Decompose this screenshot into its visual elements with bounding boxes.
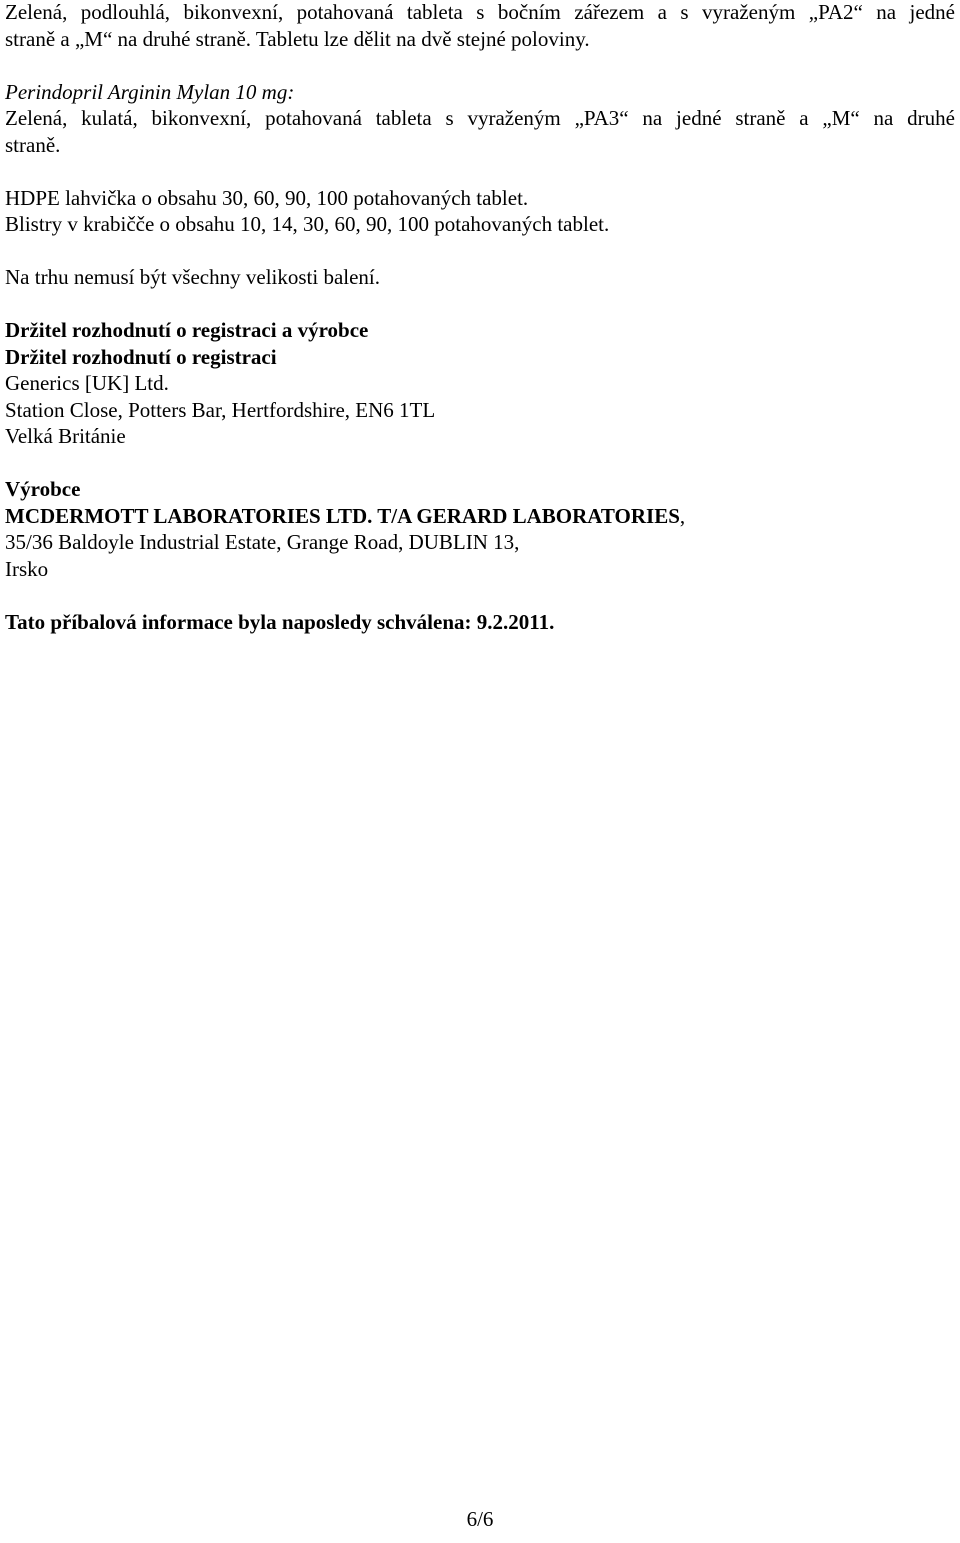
subsection-heading: Výrobce bbox=[5, 477, 81, 501]
strength-heading: Perindopril Arginin Mylan 10 mg: bbox=[5, 79, 295, 104]
bottle-packaging: HDPE lahvička o obsahu 30, 60, 90, 100 potahovaných tablet. bbox=[5, 185, 529, 210]
manufacturer-country: Irsko bbox=[5, 556, 49, 581]
subsection-heading: Držitel rozhodnutí o registraci bbox=[5, 344, 277, 369]
text-line: straně a „M“ na druhé straně. Tabletu lze dělit na dvě stejné poloviny. bbox=[5, 26, 590, 51]
manufacturer-section bbox=[5, 476, 955, 582]
holder-section bbox=[5, 317, 955, 450]
manufacturer-name: MCDERMOTT LABORATORIES LTD. T/A GERARD LABORATORIES bbox=[5, 503, 680, 528]
section-heading: Držitel rozhodnutí o registraci a výrobce bbox=[5, 318, 369, 342]
document-page bbox=[5, 0, 955, 635]
blister-packaging: Blistry v krabičče o obsahu 10, 14, 30, 60, 90, 100 potahovaných tablet. bbox=[5, 212, 610, 236]
page-number: 6/6 bbox=[466, 1507, 494, 1531]
tablet-pa3-description bbox=[5, 79, 955, 159]
text-line: Zelená, kulatá, bikonvexní, potahovaná tableta s vyraženým „PA3“ na jedné straně a „M“ na druhé bbox=[5, 106, 955, 130]
holder-country: Velká Británie bbox=[5, 424, 126, 448]
text-line: Zelená, podlouhlá, bikonvexní, potahovaná tableta s bočním zářezem a s vyraženým „PA2“ na jedné bbox=[5, 0, 955, 24]
manufacturer-name-line bbox=[5, 503, 955, 530]
tablet-pa2-description bbox=[5, 0, 955, 52]
approval-date-statement: Tato příbalová informace byla naposledy schválena: 9.2.2011. bbox=[5, 609, 555, 634]
manufacturer-address: 35/36 Baldoyle Industrial Estate, Grange Road, DUBLIN 13, bbox=[5, 530, 520, 554]
holder-name: Generics [UK] Ltd. bbox=[5, 371, 169, 395]
text-line: straně. bbox=[5, 132, 61, 157]
holder-address: Station Close, Potters Bar, Hertfordshire, EN6 1TL bbox=[5, 397, 436, 422]
pack-size-note: Na trhu nemusí být všechny velikosti balení. bbox=[5, 265, 381, 289]
packaging-section bbox=[5, 185, 955, 291]
punctuation: , bbox=[679, 503, 686, 528]
